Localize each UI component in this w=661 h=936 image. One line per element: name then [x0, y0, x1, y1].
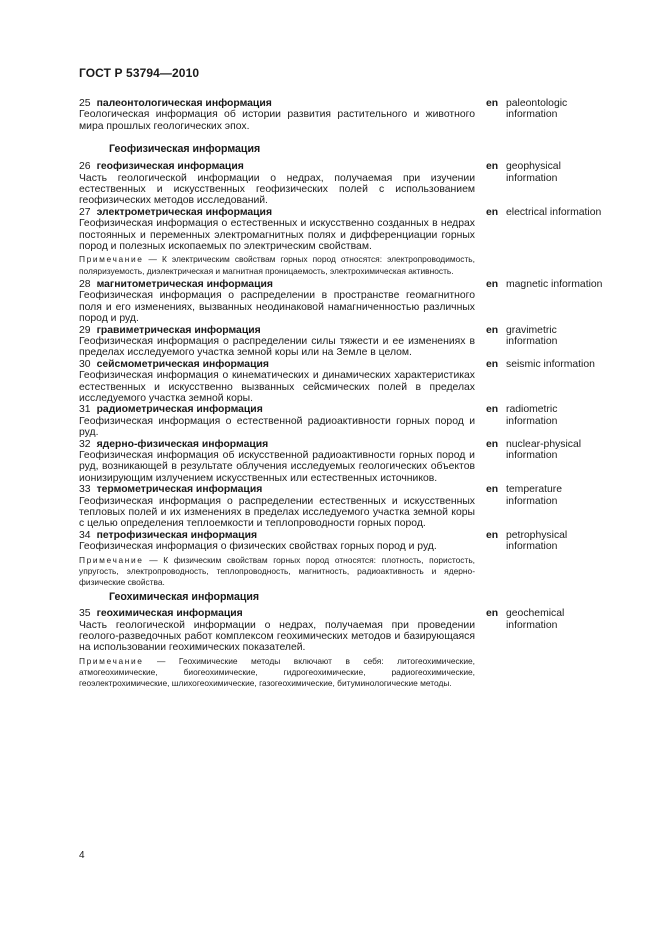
- en-term-line2: information: [506, 335, 558, 347]
- term-title: геофизическая информация: [96, 161, 244, 173]
- en-term-line1: nuclear-physical: [506, 438, 582, 450]
- term-entry-31: [79, 404, 609, 438]
- term-definition: Геологическая информация об истории развития растительного и животного мира прошлых геологических эпох.: [79, 109, 475, 132]
- lang-tag: en: [486, 358, 499, 370]
- term-definition: Геофизическая информация о распределении естественных и искусственных тепловых полей и их изменениях в пределах исследуемого участка земной коры с целью определения теплоемкости и теплопроводности горных пород.: [79, 495, 475, 530]
- term-entry-35: [79, 608, 609, 654]
- en-term-line2: information: [506, 495, 558, 507]
- lang-tag: en: [486, 278, 499, 290]
- term-ru: [79, 359, 475, 405]
- document-header: ГОСТ Р 53794—2010: [79, 66, 200, 80]
- term-title: петрофизическая информация: [96, 529, 258, 541]
- term-ru: [79, 608, 475, 654]
- en-term-line2: information: [506, 172, 558, 184]
- term-ru: [79, 279, 475, 325]
- term-ru: [79, 161, 475, 207]
- term-en: [486, 359, 609, 405]
- note-35: [79, 656, 475, 690]
- en-term-line1: paleontologic: [506, 98, 568, 109]
- term-title: радиометрическая информация: [96, 404, 263, 416]
- en-term-line1: seismic information: [506, 358, 595, 370]
- term-en: [486, 530, 609, 553]
- term-title: гравиметрическая информация: [96, 324, 261, 336]
- note-label: Примечание: [79, 554, 144, 565]
- lang-tag: en: [486, 608, 499, 620]
- en-term-line1: temperature: [506, 484, 563, 496]
- note-text: — Геохимические методы включают в себя: литогеохимические, атмогеохимические, биогеохимические, гидрогеохимические, радиогеохимические, геоэлектрохимические, шлихогеохимические, газогеохимические, битуминологические методы.: [79, 655, 476, 689]
- en-term-line2: information: [506, 449, 558, 461]
- en-term-line1: geophysical: [506, 161, 561, 173]
- term-number: 32: [79, 438, 91, 450]
- term-definition: Геофизическая информация о естественных и искусственно созданных в недрах постоянных и переменных электромагнитных полях и дифференциации горных пород и полезных ископаемых по электрическим свойствам.: [79, 218, 475, 253]
- lang-tag: en: [486, 206, 499, 218]
- lang-tag: en: [486, 324, 499, 336]
- terms-list: [79, 98, 609, 691]
- en-term-line2: information: [506, 541, 558, 553]
- en-term-line1: gravimetric: [506, 324, 557, 336]
- term-ru: [79, 530, 475, 553]
- term-definition: Геофизическая информация о естественной радиоактивности горных пород и руд.: [79, 415, 475, 439]
- term-definition: Геофизическая информация о кинематических и динамических характеристиках естественных и искусственно вызванных сейсмических полей в пределах исследуемого участка земной коры.: [79, 370, 475, 404]
- term-entry-34: [79, 530, 609, 553]
- en-term-line2: information: [506, 415, 558, 427]
- term-number: 30: [79, 358, 91, 370]
- term-ru: [79, 98, 475, 132]
- section-heading-geophysical: Геофизическая информация: [109, 143, 261, 156]
- term-number: 35: [79, 608, 91, 620]
- term-entry-27: [79, 207, 609, 253]
- lang-tag: en: [486, 161, 499, 173]
- lang-tag: en: [486, 404, 499, 416]
- term-number: 34: [79, 529, 91, 541]
- term-number: 33: [79, 484, 91, 496]
- term-en: [486, 404, 609, 438]
- page-number: 4: [79, 850, 85, 861]
- term-title: магнитометрическая информация: [96, 278, 273, 290]
- term-en: [486, 207, 609, 253]
- term-definition: Геофизическая информация об искусственной радиоактивности горных пород и руд, возникающей в результате облучения исследуемых геологических объектов ионизирующим излучением искусственных или естественных источников.: [79, 449, 475, 484]
- en-term-line2: information: [506, 619, 558, 631]
- term-number: 29: [79, 324, 91, 336]
- note-text: — К электрическим свойствам горных пород относятся: электропроводимость, поляризуемость, диэлектрическая и магнитная проницаемость, электрохимическая активность.: [79, 254, 475, 276]
- term-en: [486, 325, 609, 359]
- term-en: [486, 279, 609, 325]
- term-title: термометрическая информация: [96, 484, 263, 496]
- term-entry-25: [79, 98, 609, 132]
- term-number: 27: [79, 206, 91, 218]
- term-definition: Геофизическая информация о физических свойствах горных пород и руд.: [79, 541, 437, 553]
- en-term-line1: radiometric: [506, 404, 558, 416]
- lang-tag: en: [486, 98, 499, 109]
- term-entry-33: [79, 484, 609, 530]
- term-en: [486, 98, 609, 132]
- term-definition: Геофизическая информация о распределении в пространстве геомагнитного поля и его изменениях, вызванных неодинаковой намагниченностью различных пород и руд.: [79, 290, 475, 325]
- lang-tag: en: [486, 529, 499, 541]
- term-definition: Часть геологической информации о недрах, получаемая при проведении геолого-разведочных работ комплексом геохимических методов и базирующаяся на использовании геохимических показателей.: [79, 619, 475, 654]
- en-term-line2: information: [506, 109, 558, 121]
- term-definition: Геофизическая информация о распределении силы тяжести и ее изменениях в пределах исследуемого участка земной коры или на Земле в целом.: [79, 335, 475, 359]
- term-en: [486, 484, 609, 530]
- term-entry-32: [79, 439, 609, 485]
- term-title: электрометрическая информация: [96, 206, 273, 218]
- en-term-line1: petrophysical: [506, 529, 568, 541]
- term-entry-29: [79, 325, 609, 359]
- term-number: 28: [79, 278, 91, 290]
- term-definition: Часть геологической информации о недрах, получаемая при изучении естественных и искусственных геофизических полей с использованием геофизических методов исследований.: [79, 172, 475, 207]
- en-term-line1: magnetic information: [506, 278, 603, 290]
- term-number: 26: [79, 161, 91, 173]
- lang-tag: en: [486, 438, 499, 450]
- section-heading-geochemical: Геохимическая информация: [109, 591, 260, 604]
- term-number: 25: [79, 98, 91, 109]
- term-title: геохимическая информация: [96, 608, 243, 620]
- term-entry-30: [79, 359, 609, 405]
- term-title: сейсмометрическая информация: [96, 358, 269, 370]
- term-title: палеонтологическая информация: [96, 98, 272, 109]
- note-label: Примечание: [79, 254, 144, 265]
- en-term-line1: electrical information: [506, 206, 602, 218]
- lang-tag: en: [486, 484, 499, 496]
- term-entry-26: [79, 161, 609, 207]
- term-en: [486, 439, 609, 485]
- term-ru: [79, 439, 475, 485]
- en-term-line1: geochemical: [506, 608, 565, 620]
- note-text: — К физическим свойствам горных пород относятся: плотность, пористость, упругость, электропроводность, теплопроводность, магнитность, радиоактивность и ядерно-физические свойства.: [79, 554, 476, 588]
- note-34: [79, 555, 475, 589]
- term-entry-28: [79, 279, 609, 325]
- term-ru: [79, 484, 475, 530]
- term-ru: [79, 404, 475, 438]
- term-ru: [79, 207, 475, 253]
- term-ru: [79, 325, 475, 359]
- term-title: ядерно-физическая информация: [96, 438, 269, 450]
- term-en: [486, 608, 609, 654]
- note-label: Примечание: [79, 655, 144, 666]
- term-en: [486, 161, 609, 207]
- term-number: 31: [79, 404, 91, 416]
- note-27: [79, 254, 475, 276]
